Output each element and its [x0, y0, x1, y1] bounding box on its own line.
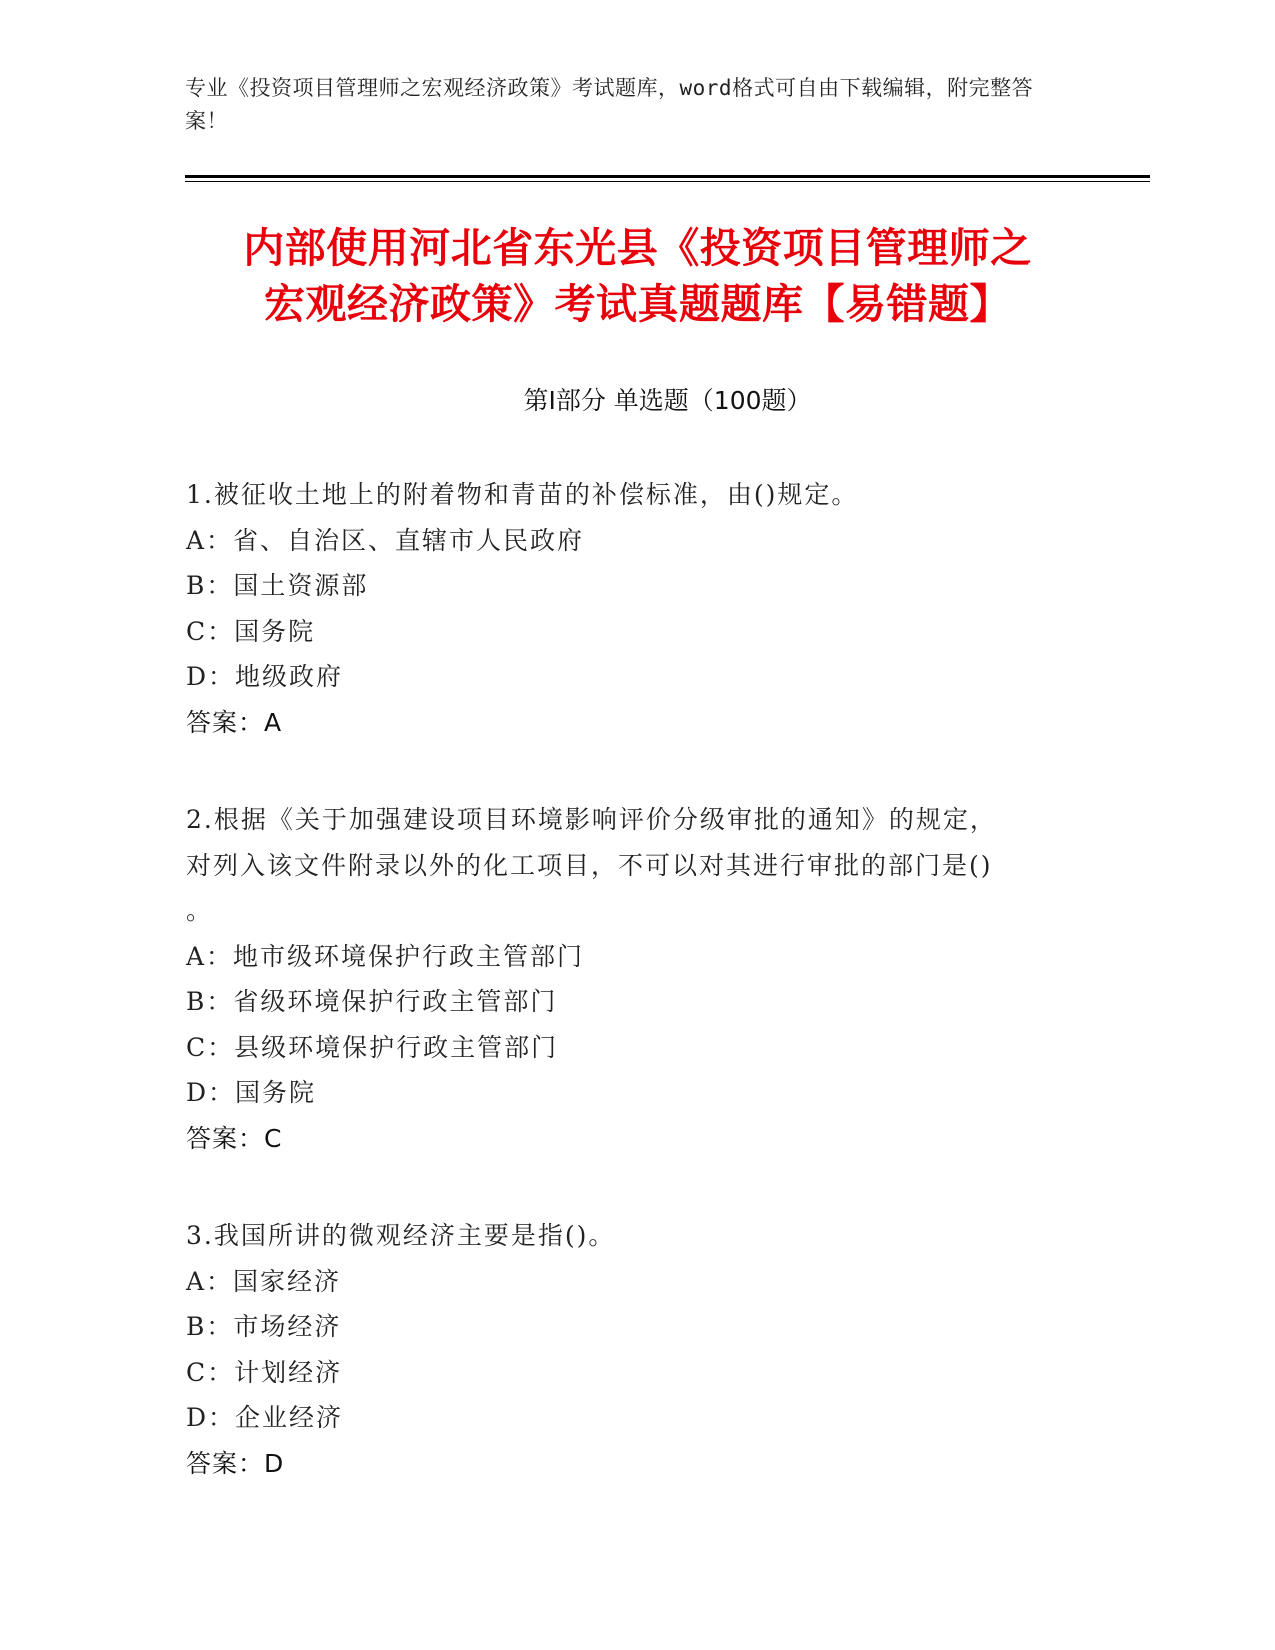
- header-rule-thick: [185, 175, 1150, 178]
- option-c: C：国务院: [186, 616, 316, 646]
- question-1: [186, 472, 1066, 745]
- option-d: D：国务院: [186, 1078, 317, 1107]
- option-c: C：计划经济: [186, 1357, 343, 1387]
- option-d: D：企业经济: [186, 1403, 344, 1432]
- answer: 答案：A: [186, 707, 283, 737]
- document-title: [150, 220, 1125, 332]
- question-2: [186, 797, 1066, 1161]
- document-title-line-1: 内部使用河北省东光县《投资项目管理师之: [243, 224, 1032, 272]
- document-title-line-2: 宏观经济政策》考试真题题库【易错题】: [264, 280, 1011, 328]
- answer: 答案：D: [186, 1448, 285, 1478]
- answer: 答案：C: [186, 1123, 283, 1153]
- question-stem: 1.被征收土地上的附着物和青苗的补偿标准，由()规定。: [186, 480, 859, 509]
- option-a: A：国家经济: [186, 1266, 342, 1296]
- option-a: A：省、自治区、直辖市人民政府: [186, 525, 585, 555]
- header-rule-thin: [185, 181, 1150, 182]
- option-b: B：国土资源部: [186, 571, 369, 600]
- question-list: [186, 472, 1066, 1538]
- question-stem: 3.我国所讲的微观经济主要是指()。: [186, 1221, 616, 1250]
- option-b: B：市场经济: [186, 1312, 342, 1341]
- option-d: D：地级政府: [186, 662, 344, 691]
- option-b: B：省级环境保护行政主管部门: [186, 987, 558, 1016]
- question-stem-line-2: 对列入该文件附录以外的化工项目，不可以对其进行审批的部门是(): [186, 850, 993, 880]
- question-stem-line-3: 。: [186, 896, 214, 925]
- section-title: 第Ⅰ部分 单选题（100题）: [523, 386, 812, 415]
- option-a: A：地市级环境保护行政主管部门: [186, 941, 585, 971]
- question-stem-line-1: 2.根据《关于加强建设项目环境影响评价分级审批的通知》的规定，: [186, 805, 997, 834]
- option-c: C：县级环境保护行政主管部门: [186, 1032, 559, 1062]
- header-note: 专业《投资项目管理师之宏观经济政策》考试题库，word格式可自由下载编辑，附完整答案！: [185, 76, 1034, 133]
- question-3: [186, 1213, 1066, 1486]
